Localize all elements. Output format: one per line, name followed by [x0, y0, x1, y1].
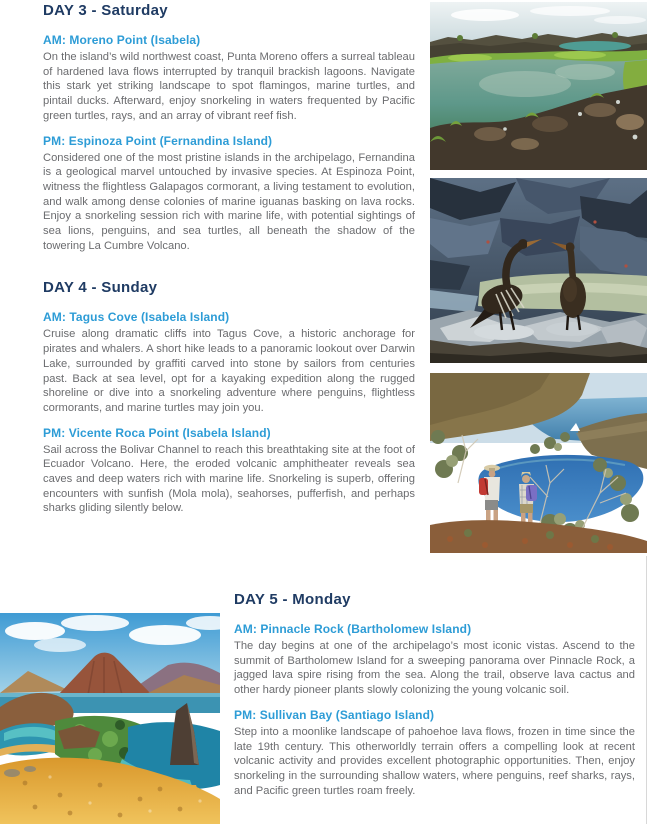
day-3-pm-body: Considered one of the most pristine islands in the archipelago, Fernandina is a geological marvel untouched by invasive species. At Espinoza Point, witness the flightless Galapagos cormorant, a living testament to evolution, and walk among dense colonies of marine iguanas basking on lava rocks. Enjoy a snorkeling session rich with marine life, with potential sightings of sea lions, penguins, and sea turtles, all beneath the shadow of the towering La Cumbre Volcano. — [43, 151, 415, 252]
lagoon-photo-illustration — [430, 2, 647, 170]
lagoon-photo — [430, 2, 647, 170]
cormorants-photo — [430, 178, 647, 363]
day-4-am-heading: AM: Tagus Cove (Isabela Island) — [43, 310, 230, 325]
day-4-pm-body: Sail across the Bolivar Channel to reach this breathtaking site at the foot of Ecuador Volcano. Here, the eroded volcanic amphitheater reveals sea caves and deep waters rich with marine life. Snorkeling is superb, offering encounters with sunfish (Mola mola), seahorses, pufferfish, and perhaps sharks gliding silently below. — [43, 443, 415, 515]
day-5-section — [234, 591, 635, 798]
day-3-am-session — [43, 33, 415, 124]
day-4-am-body: Cruise along dramatic cliffs into Tagus Cove, a historic anchorage for pirates and whalers. A short hike leads to a panoramic lookout over Darwin Lake, surrounded by graffiti carved into stone by sailors from centuries past. Back at sea level, opt for a kayaking expedition along the rugged shoreline or dive into a snorkeling adventure where penguins, flightless cormorants, and marine turtles may join you. — [43, 328, 415, 414]
day-5-pm-session — [234, 708, 635, 799]
day-5-pm-heading: PM: Sullivan Bay (Santiago Island) — [234, 707, 435, 722]
pinnacle-rock-photo — [0, 613, 220, 824]
page-edge-line — [646, 556, 647, 824]
day-3-am-body: On the island’s wild northwest coast, Punta Moreno offers a surreal tableau of hardened lava flows interrupted by tranquil brackish lagoons. Navigate this stark yet striking landscape to spot flamingos, marine turtles, and pintail ducks. Afterward, enjoy snorkeling in waters frequented by Pacific green turtles, rays, and an array of vibrant reef fish. — [43, 51, 415, 122]
left-text-column — [43, 2, 415, 516]
day-5-am-body: The day begins at one of the archipelago’s most iconic vistas. Ascend to the summit of Bartholomew Island for a sweeping panorama over Pinnacle Rock, a jagged lava spire rising from the sea. Along the trail, observe lava cactus and other hardy pioneer plants slowly colonizing the young volcanic soil. — [234, 640, 635, 697]
day-3-title: DAY 3 - Saturday — [43, 2, 168, 19]
day-4-section — [43, 279, 415, 516]
photo-column — [430, 2, 647, 553]
day-5-am-heading: AM: Pinnacle Rock (Bartholomew Island) — [234, 622, 472, 636]
day-4-pm-heading: PM: Vicente Roca Point (Isabela Island) — [43, 425, 271, 440]
day-5-am-session — [234, 622, 635, 698]
day-3-am-heading: AM: Moreno Point (Isabela) — [43, 33, 201, 47]
day-3-section — [43, 2, 415, 253]
day-4-title: DAY 4 - Sunday — [43, 279, 158, 297]
pinnacle-rock-photo-illustration — [0, 613, 220, 824]
darwin-lake-photo-illustration — [430, 373, 647, 553]
day-5-pm-body: Step into a moonlike landscape of pahoehoe lava flows, frozen in time since the late 19th century. This otherworldly terrain offers a compelling look at recent volcanic activity and provides excellent photographic opportunities. Then, enjoy snorkeling in the surrounding shallow waters, where penguins, reef sharks, rays, and Pacific green turtles roam freely. — [234, 725, 635, 797]
day-4-pm-session — [43, 426, 415, 517]
day-3-pm-heading: PM: Espinoza Point (Fernandina Island) — [43, 133, 273, 148]
day-5-title: DAY 5 - Monday — [234, 591, 351, 608]
day-3-pm-session — [43, 134, 415, 254]
day-4-am-session — [43, 310, 415, 415]
darwin-lake-photo — [430, 373, 647, 553]
cormorants-photo-illustration — [430, 178, 647, 363]
